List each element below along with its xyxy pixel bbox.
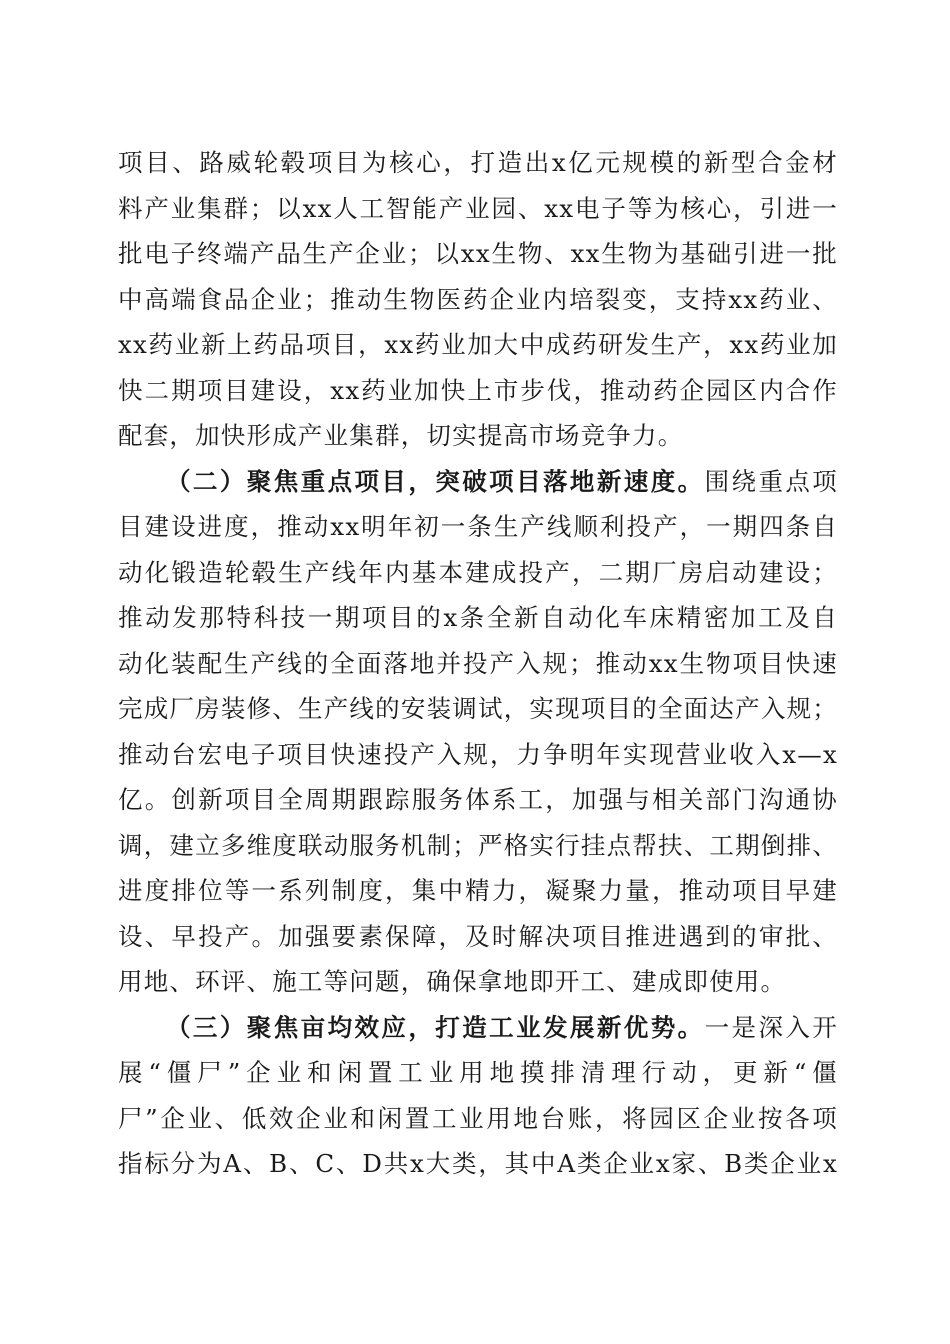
text-line: 动化锻造轮毂生产线年内基本建成投产，二期厂房启动建设； [118,557,838,587]
text-line: 展“僵尸”企业和闲置工业用地摸排清理行动，更新“僵 [118,1058,838,1087]
text-line: 用地、环评、施工等问题，确保拿地即开工、建成即使用。 [118,967,787,996]
text-line: 推动发那特科技一期项目的x条全新自动化车床精密加工及自 [118,603,838,632]
text-line: 调，建立多维度联动服务机制；严格实行挂点帮扶、工期倒排、 [118,830,838,860]
paragraph-3-first-line [118,1005,838,1051]
text-line: 设、早投产。加强要素保障，及时解决项目推进遇到的审批、 [118,921,838,951]
text-line: 指标分为A、B、C、D共x大类，其中A类企业x家、B类企业x [118,1149,838,1178]
text-line: 中高端食品企业；推动生物医药企业内培裂变，支持xx药业、 [118,284,838,314]
text-line: 料产业集群；以xx人工智能产业园、xx电子等为核心，引进一 [118,193,838,223]
text-line: 进度排位等一系列制度，集中精力，凝聚力量，推动项目早建 [118,876,838,905]
text-line: 项目、路威轮毂项目为核心，打造出x亿元规模的新型合金材 [118,148,838,177]
text-line: 批电子终端产品生产企业；以xx生物、xx生物为基础引进一批 [118,239,838,268]
paragraph-2-first-line [118,459,838,505]
text-run: 一是深入开 [704,1012,839,1042]
section-heading-3: （三）聚焦亩均效应，打造工业发展新优势。 [166,1012,705,1042]
text-line: 目建设进度，推动xx明年初一条生产线顺利投产，一期四条自 [118,512,838,541]
text-line: 尸”企业、低效企业和闲置工业用地台账，将园区企业按各项 [118,1103,838,1133]
text-line: 快二期项目建设，xx药业加快上市步伐，推动药企园区内合作 [118,375,838,405]
text-line: xx药业新上药品项目，xx药业加大中成药研发生产，xx药业加 [118,330,838,359]
section-heading-2: （二）聚焦重点项目，突破项目落地新速度。 [166,466,705,496]
text-line: 亿。创新项目全周期跟踪服务体系工，加强与相关部门沟通协 [118,785,838,814]
text-line: 动化装配生产线的全面落地并投产入规；推动xx生物项目快速 [118,648,838,678]
text-run: 围绕重点项 [704,466,839,496]
text-line: 推动台宏电子项目快速投产入规，力争明年实现营业收入x—x [118,739,838,769]
text-line: 配套，加快形成产业集群，切实提高市场竞争力。 [118,421,684,450]
text-line: 完成厂房装修、生产线的安装调试，实现项目的全面达产入规； [118,694,838,723]
document-body [118,140,838,1187]
